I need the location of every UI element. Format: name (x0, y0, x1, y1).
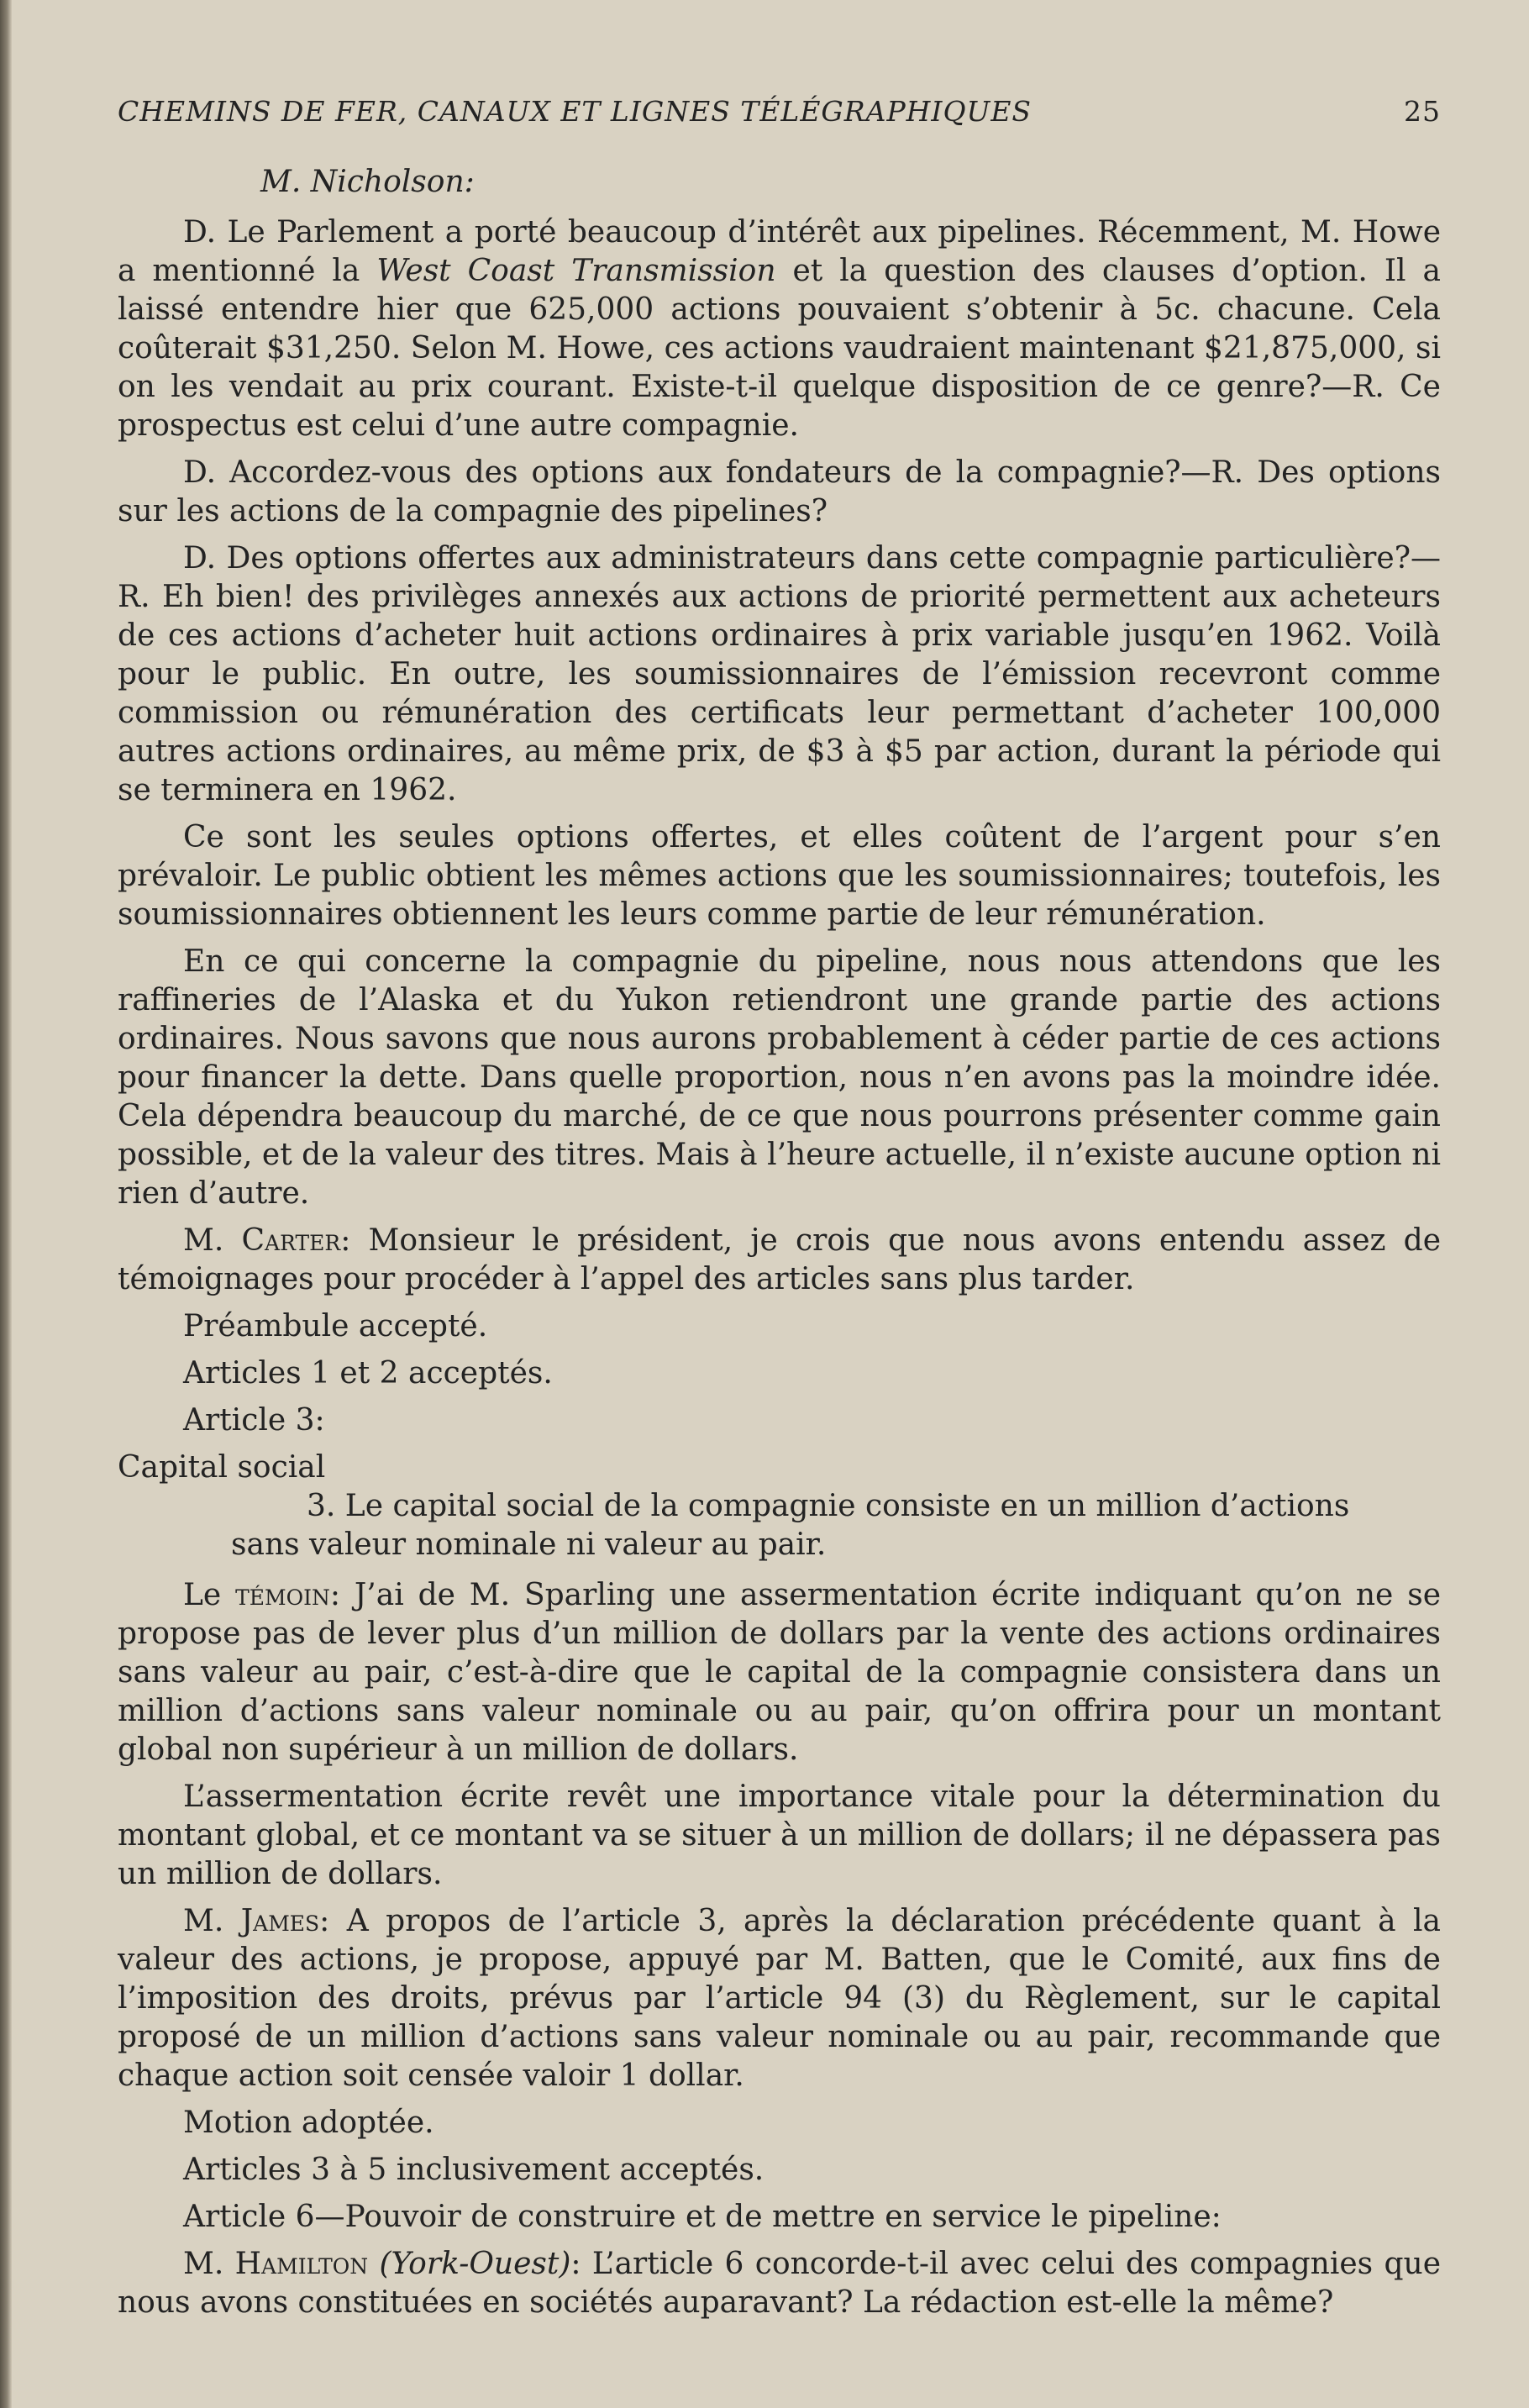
paragraph (118, 1222, 1441, 1299)
paragraph: Articles 1 et 2 acceptés. (183, 1356, 553, 1391)
paragraph: Motion adoptée. (183, 2106, 434, 2140)
paragraph (118, 213, 1441, 445)
paragraph: Article 6—Pouvoir de construire et de mettre en service le pipeline: (183, 2200, 1222, 2234)
paragraph: Préambule accepté. (183, 1309, 488, 1343)
paragraph: D. Des options offertes aux administrateurs dans cette compagnie particulière?—R. Eh bien! des privilèges annexés aux actions de priorité permettent aux acheteurs de ces actions d’acheter huit actions ordinaires à prix variable jusqu’en 1962. Voilà pour le public. En outre, les soumissionnaires de l’émission recevront comme commission ou rémunération des certificats leur permettant d’acheter 100,000 autres actions ordinaires, au même prix, de $3 à $5 par action, durant la période qui se terminera en 1962. (118, 541, 1441, 807)
speaker-name: James (240, 1904, 320, 1938)
clause-line: 3. Le capital social de la compagnie consiste en un million d’actions (307, 1489, 1350, 1523)
paragraph: Ce sont les seules options offertes, et elles coûtent de l’argent pour s’en prévaloir. Le public obtient les mêmes actions que les soumissionnaires; toutefois, les soumissionnaires obtiennent les leurs comme partie de leur rémunération. (118, 820, 1441, 932)
running-header (118, 92, 1441, 131)
speaker-name: Hamilton (234, 2247, 369, 2281)
paragraph (118, 1576, 1441, 1769)
text-run: D. Le Parlement a porté beaucoup d’intérêt aux pipelines. Récemment, M. Howe a mentionné la (118, 215, 1441, 288)
paragraph: L’assermentation écrite revêt une importance vitale pour la détermination du montant global, et ce montant va se situer à un million de dollars; il ne dépassera pas un million de dollars. (118, 1780, 1441, 1891)
document-page (118, 92, 1441, 2331)
clause-line: sans valeur nominale ni valeur au pair. (231, 1527, 827, 1562)
speaker-name: témoin (235, 1578, 330, 1612)
speaker-name: Carter (241, 1223, 341, 1258)
paragraph (118, 2245, 1441, 2322)
speaker-prefix: M. (183, 1904, 241, 1938)
paragraph (118, 1902, 1441, 2095)
speaker-prefix: M. (183, 2247, 235, 2281)
speaker-prefix: M. (183, 1223, 242, 1258)
speaker-label: M. Nicholson: (260, 165, 475, 199)
paragraph: En ce qui concerne la compagnie du pipeline, nous nous attendons que les raffineries de l’Alaska et du Yukon retiendront une grande partie des actions ordinaires. Nous savons que nous aurons probablement à céder partie de ces actions pour financer la dette. Dans quelle proportion, nous n’en avons pas la moindre idée. Cela dépendra beaucoup du marché, de ce que nous pourrons présenter comme gain possible, et de la valeur des titres. Mais à l’heure actuelle, il n’existe aucune option ni rien d’autre. (118, 944, 1441, 1211)
text-run: : Monsieur le président, je crois que nous avons entendu assez de témoignages pour procéder à l’appel des articles sans plus tarder. (118, 1223, 1442, 1296)
book-binding-edge (0, 0, 12, 2408)
riding-name: (York-Ouest) (368, 2247, 571, 2281)
page-number: 25 (1404, 95, 1441, 128)
side-heading: Capital social (118, 1450, 326, 1485)
speaker-prefix: Le (183, 1578, 236, 1612)
company-name-italic: West Coast Transmission (376, 254, 776, 288)
text-run: : J’ai de M. Sparling une assermentation écrite indiquant qu’on ne se propose pas de lever plus d’un million de dollars par la vente des actions ordinaires sans valeur au pair, c’est-à-dire que le capital de la compagnie consistera dans un million d’actions sans valeur nominale ou au pair, qu’on offrira pour un montant global non supérieur à un million de dollars. (118, 1578, 1441, 1767)
text-run: : L’article 6 concorde-t-il avec celui des compagnies que nous avons constituées en sociétés auparavant? La rédaction est-elle la même? (118, 2247, 1441, 2320)
bill-clause (118, 1487, 1441, 1564)
text-run: : A propos de l’article 3, après la déclaration précédente quant à la valeur des actions, je propose, appuyé par M. Batten, que le Comité, aux fins de l’imposition des droits, prévus par l’article 94 (3) du Règlement, sur le capital proposé de un million d’actions sans valeur nominale ou au pair, recommande que chaque action soit censée valoir 1 dollar. (118, 1904, 1441, 2093)
text-run: et la question des clauses d’option. Il a laissé entendre hier que 625,000 actions pouvaient s’obtenir à 5c. chacune. Cela coûterait $31,250. Selon M. Howe, ces actions vaudraient maintenant $21,875,000, si on les vendait au prix courant. Existe-t-il quelque disposition de ce genre?—R. Ce prospectus est celui d’une autre compagnie. (118, 254, 1442, 443)
running-title: CHEMINS DE FER, CANAUX ET LIGNES TÉLÉGRAPHIQUES (118, 95, 1032, 128)
paragraph: D. Accordez-vous des options aux fondateurs de la compagnie?—R. Des options sur les actions de la compagnie des pipelines? (118, 455, 1441, 528)
paragraph: Articles 3 à 5 inclusivement acceptés. (183, 2153, 764, 2187)
paragraph: Article 3: (183, 1403, 325, 1438)
